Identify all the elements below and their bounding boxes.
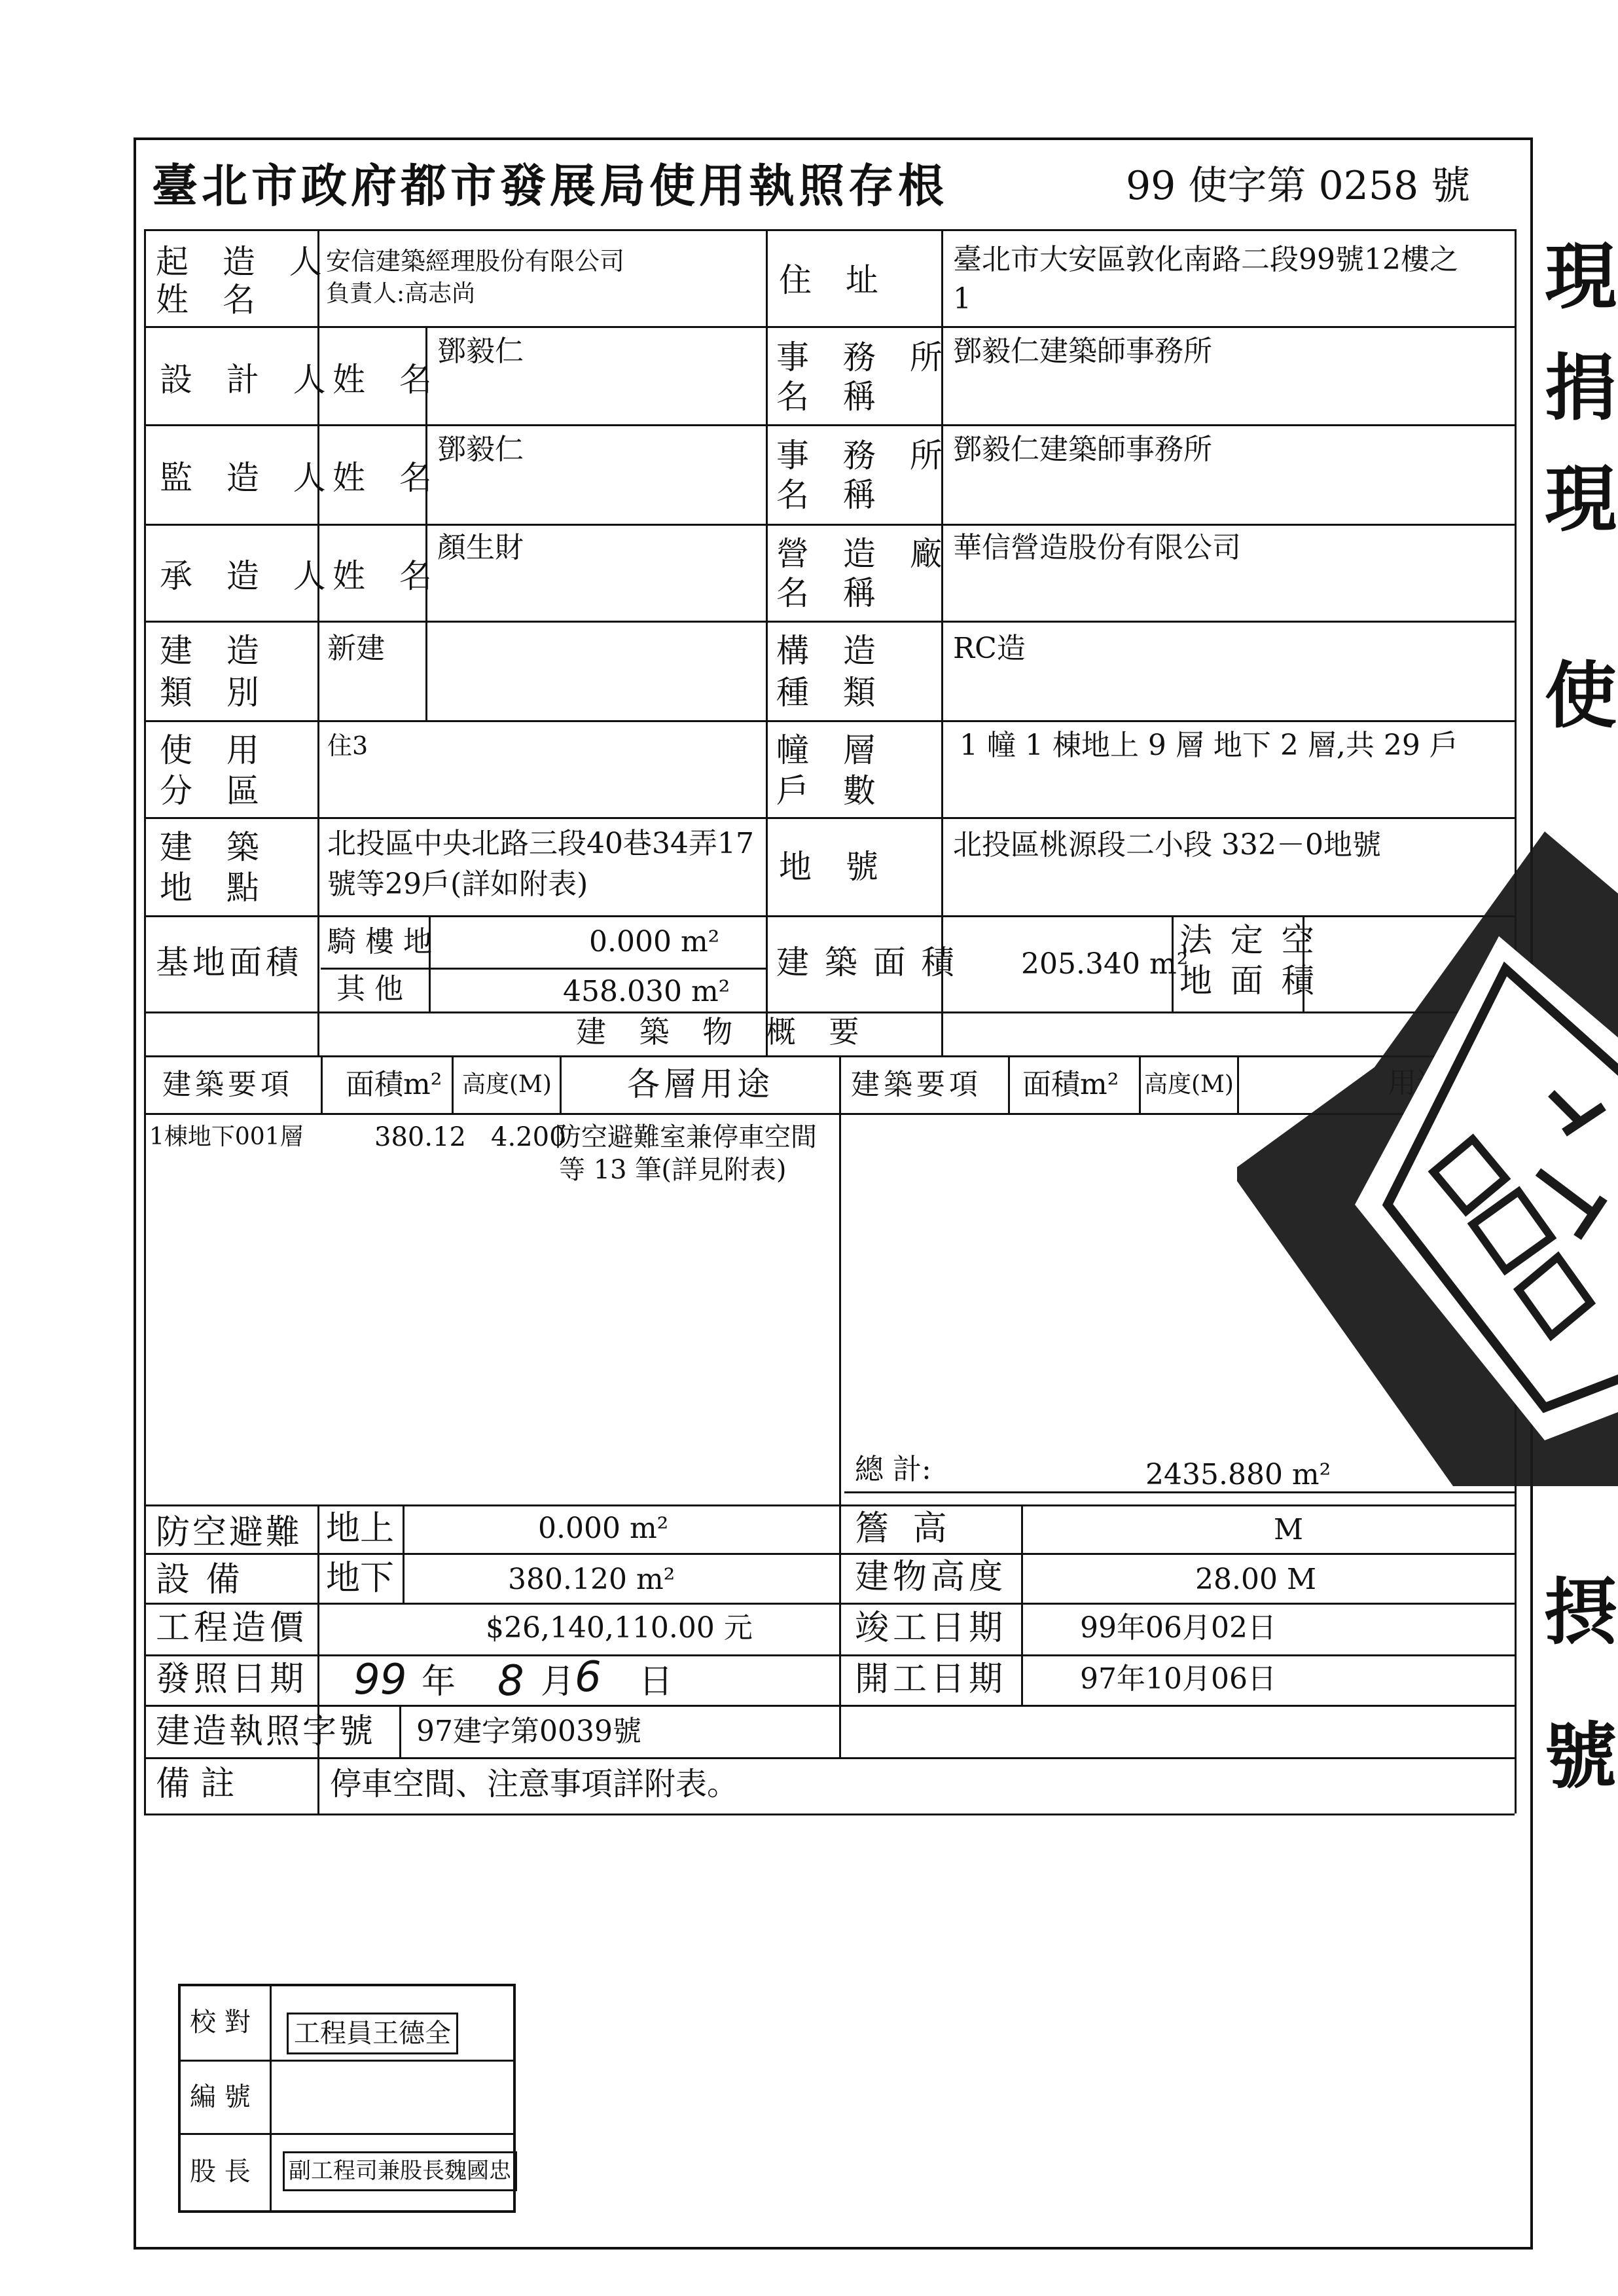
below-ground-label: 地下 (326, 1559, 395, 1598)
structure-type: RC造 (953, 632, 1026, 665)
zoning-value: 住3 (327, 731, 369, 760)
col-height: 高度(M) (462, 1071, 552, 1098)
contractor-office-label: 營 造 廠 (776, 535, 954, 573)
contractor-office-label-2: 名 稱 (776, 574, 888, 612)
zoning-label: 使 用 (160, 731, 271, 769)
issue-year: 99 (353, 1656, 407, 1704)
lot-number: 北投區桃源段二小段 332－0地號 (953, 828, 1381, 862)
contractor-name: 顏生財 (437, 531, 524, 564)
designer-label: 設 計 人 (160, 361, 338, 399)
entry-area: 380.12 (374, 1122, 466, 1152)
other-label: 其 他 (336, 972, 403, 1006)
arcade-area: 0.000 m² (589, 925, 720, 958)
other-area: 458.030 m² (563, 975, 730, 1008)
remark-text: 停車空間、注意事項詳附表。 (330, 1766, 739, 1802)
designer-office-label-2: 名 稱 (776, 378, 888, 416)
permit-number-value: 97建字第0039號 (416, 1715, 641, 1748)
eave-height: M (1274, 1513, 1304, 1546)
supervisor-office-label: 事 務 所 (776, 437, 954, 475)
check-label: 校 對 (190, 2007, 251, 2037)
structure-label: 構 造 (776, 632, 888, 670)
height-label: 建物高度 (855, 1558, 1007, 1597)
open-space-label-2: 地 面 積 (1179, 962, 1318, 1000)
col-height-2: 高度(M) (1144, 1071, 1234, 1098)
total-value: 2435.880 m² (1145, 1458, 1331, 1491)
applicant-rep: 負責人:高志尚 (326, 280, 476, 307)
col-use: 各層用途 (627, 1065, 774, 1103)
arcade-label: 騎 樓 地 (327, 925, 432, 958)
address-line1: 臺北市大安區敦化南路二段99號12樓之 (953, 243, 1458, 276)
site-label-2: 地 點 (160, 869, 271, 907)
official-seal (1237, 831, 1618, 1486)
structure-label-2: 種 類 (776, 674, 888, 712)
issue-month: 8 (497, 1657, 524, 1705)
eave-label: 簷 高 (855, 1509, 954, 1548)
start-label: 開工日期 (855, 1660, 1007, 1699)
applicant-label: 起 造 人 (156, 243, 334, 281)
designer-name: 鄧毅仁 (437, 335, 524, 368)
chief-value: 副工程司兼股長魏國忠 (283, 2151, 517, 2191)
side-char: 使 (1545, 653, 1617, 738)
side-char: 號 (1545, 1714, 1617, 1798)
entry-use-2: 等 13 筆(詳見附表) (559, 1155, 787, 1185)
building-area-label: 建 築 面 積 (776, 943, 957, 981)
side-char: 現 (1545, 457, 1617, 541)
issue-label: 發照日期 (156, 1660, 308, 1699)
completion-date: 99年06月02日 (1080, 1611, 1276, 1645)
issue-day: 6 (575, 1653, 602, 1702)
building-count: 1 幢 1 棟地上 9 層 地下 2 層,共 29 戶 (960, 729, 1458, 762)
supervisor-office: 鄧毅仁建築師事務所 (953, 433, 1212, 466)
above-ground-label: 地上 (326, 1509, 395, 1548)
building-height: 28.00 M (1195, 1563, 1317, 1596)
build-type-label: 建 造 (160, 632, 271, 670)
side-char: 摂 (1545, 1570, 1617, 1654)
supervisor-name: 鄧毅仁 (437, 433, 524, 466)
address-label: 住 址 (779, 261, 890, 299)
col-area: 面積m² (346, 1068, 442, 1101)
shelter-label-2: 設 備 (156, 1560, 243, 1599)
build-type-label-2: 類 別 (160, 674, 271, 712)
site-line2: 號等29戶(詳如附表) (327, 867, 588, 901)
supervisor-label: 監 造 人 (160, 459, 338, 497)
above-ground-area: 0.000 m² (538, 1512, 669, 1545)
applicant-name: 安信建築經理股份有限公司 (326, 247, 625, 276)
total-label: 總 計: (855, 1453, 931, 1486)
entry-item: 1棟地下001層 (149, 1123, 304, 1150)
col-item: 建築要項 (162, 1068, 293, 1101)
issue-day-unit: 日 (639, 1662, 674, 1702)
designer-office: 鄧毅仁建築師事務所 (953, 335, 1212, 368)
shelter-label: 防空避難 (156, 1513, 303, 1552)
address-line2: 1 (953, 282, 971, 316)
building-count-label-2: 戶 數 (776, 772, 888, 810)
permit-label: 建造執照字號 (156, 1712, 376, 1751)
designer-name-label: 姓 名 (333, 361, 444, 399)
remark-label: 備 註 (156, 1764, 235, 1804)
side-char: 現 (1545, 234, 1617, 319)
building-area: 205.340 m² (1021, 947, 1189, 981)
page-title: 臺北市政府都市發展局使用執照存根 (152, 158, 948, 213)
contractor-office: 華信營造股份有限公司 (953, 531, 1241, 564)
site-area-label: 基地面積 (156, 943, 302, 981)
serial-label: 編 號 (190, 2082, 251, 2112)
permit-number: 99 使字第 0258 號 (1126, 163, 1471, 209)
check-value: 工程員王德全 (287, 2013, 458, 2054)
site-label: 建 築 (160, 828, 271, 866)
applicant-label-2: 姓 名 (156, 281, 267, 319)
col-item-2: 建築要項 (851, 1068, 982, 1101)
zoning-label-2: 分 區 (160, 772, 271, 810)
supervisor-office-label-2: 名 稱 (776, 476, 888, 514)
site-line1: 北投區中央北路三段40巷34弄17 (327, 827, 754, 860)
contractor-name-label: 姓 名 (333, 557, 444, 595)
build-type: 新建 (327, 632, 385, 665)
side-char: 捐 (1545, 346, 1617, 430)
entry-height: 4.200 (491, 1122, 566, 1152)
building-count-label: 幢 層 (776, 731, 888, 769)
entry-use: 防空避難室兼停車空間 (555, 1122, 817, 1152)
supervisor-name-label: 姓 名 (333, 459, 444, 497)
issue-year-unit: 年 (422, 1662, 456, 1702)
designer-office-label: 事 務 所 (776, 338, 954, 376)
contractor-label: 承 造 人 (160, 557, 338, 595)
summary-heading: 建 築 物 概 要 (576, 1014, 871, 1049)
chief-label: 股 長 (190, 2157, 251, 2187)
issue-month-unit: 月 (541, 1662, 575, 1702)
col-area-2: 面積m² (1022, 1068, 1119, 1101)
open-space-label: 法 定 空 (1179, 921, 1318, 959)
start-date: 97年10月06日 (1080, 1662, 1276, 1696)
complete-label: 竣工日期 (855, 1609, 1007, 1648)
below-ground-area: 380.120 m² (508, 1563, 675, 1596)
lot-label: 地 號 (779, 848, 890, 886)
construction-cost: $26,140,110.00 元 (486, 1611, 753, 1645)
cost-label: 工程造價 (156, 1609, 308, 1648)
